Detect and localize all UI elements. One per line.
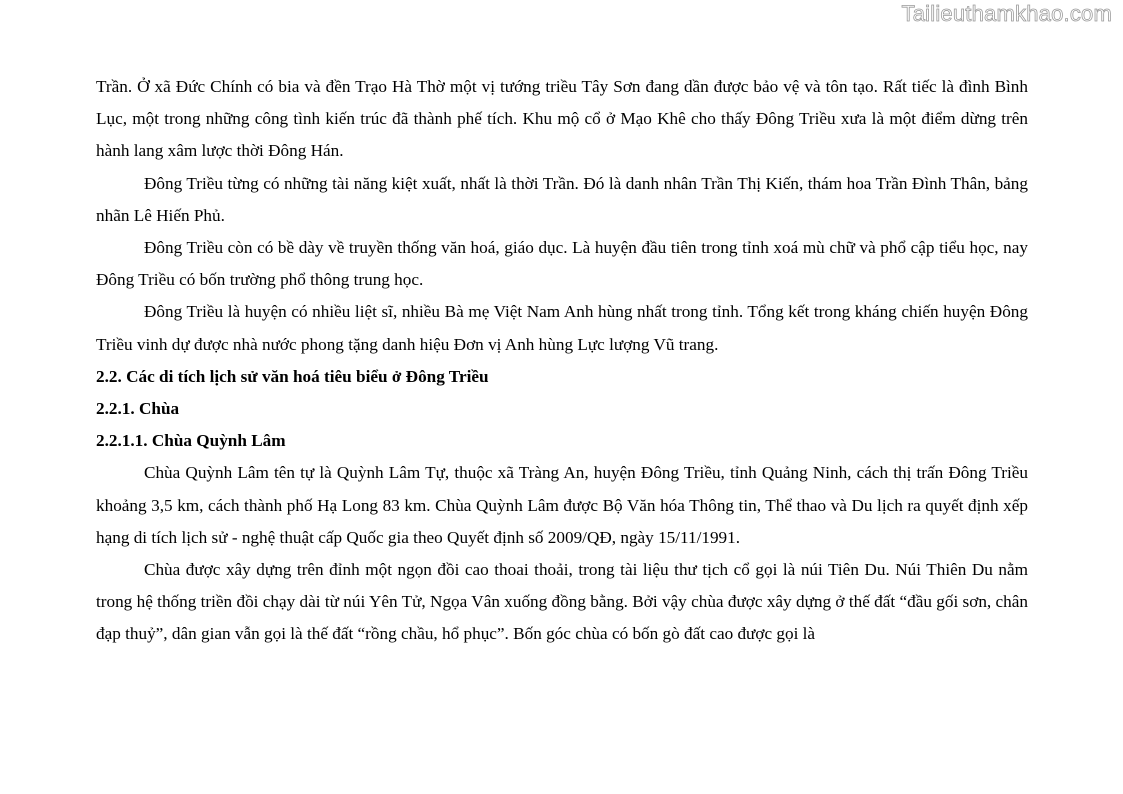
paragraph-quynh-lam-location: Chùa được xây dựng trên đỉnh một ngọn đồi cao thoai thoải, trong tài liệu thư tịch cổ gọi là núi Tiên Du. Núi Thiên Du nằm trong hệ thống triền đồi chạy dài từ núi Yên Tử, Ngọa Vân xuống đồng bằng. Bởi vậy chùa được xây dựng ở thế đất “đầu gối sơn, chân đạp thuỷ”, dân gian vẫn gọi là thế đất “rồng chầu, hổ phục”. Bốn góc chùa có bốn gò đất cao được gọi là — [96, 560, 1028, 644]
paragraph-talents: Đông Triều từng có những tài năng kiệt xuất, nhất là thời Trần. Đó là danh nhân Trần Thị Kiến, thám hoa Trần Đình Thân, bảng nhãn Lê Hiến Phủ. — [96, 173, 1028, 225]
paragraph-heroes: Đông Triều là huyện có nhiều liệt sĩ, nhiều Bà mẹ Việt Nam Anh hùng nhất trong tỉnh. Tổng kết trong kháng chiến huyện Đông Triều vinh dự được nhà nước phong tặng danh hiệu Đơn vị Anh hùng Lực lượng Vũ trang. — [96, 302, 1028, 354]
subsubsection-heading: 2.2.1.1. Chùa Quỳnh Lâm — [96, 431, 286, 451]
section-heading: 2.2. Các di tích lịch sử văn hoá tiêu biểu ở Đông Triều — [96, 366, 489, 386]
subsection-heading: 2.2.1. Chùa — [96, 399, 180, 419]
paragraph-quynh-lam-intro: Chùa Quỳnh Lâm tên tự là Quỳnh Lâm Tự, thuộc xã Tràng An, huyện Đông Triều, tỉnh Quảng Ninh, cách thị trấn Đông Triều khoảng 3,5 km, cách thành phố Hạ Long 83 km. Chùa Quỳnh Lâm được Bộ Văn hóa Thông tin, Thể thao và Du lịch ra quyết định xếp hạng di tích lịch sử - nghệ thuật cấp Quốc gia theo Quyết định số 2009/QĐ, ngày 15/11/1991. — [96, 463, 1028, 547]
paragraph-education: Đông Triều còn có bề dày về truyền thống văn hoá, giáo dục. Là huyện đầu tiên trong tỉnh xoá mù chữ và phổ cập tiểu học, nay Đông Triều có bốn trường phổ thông trung học. — [96, 238, 1028, 290]
watermark-text: Tailieuthamkhao.com — [901, 1, 1112, 26]
document-body — [96, 71, 1028, 651]
paragraph-continuation: Trần. Ở xã Đức Chính có bia và đền Trạo Hà Thờ một vị tướng triều Tây Sơn đang dần được bảo vệ và tôn tạo. Rất tiếc là đình Bình Lục, một trong những công tình kiến trúc đã thành phế tích. Khu mộ cổ ở Mạo Khê cho thấy Đông Triều xưa là một điểm dừng trên hành lang xâm lược thời Đông Hán. — [96, 77, 1028, 161]
